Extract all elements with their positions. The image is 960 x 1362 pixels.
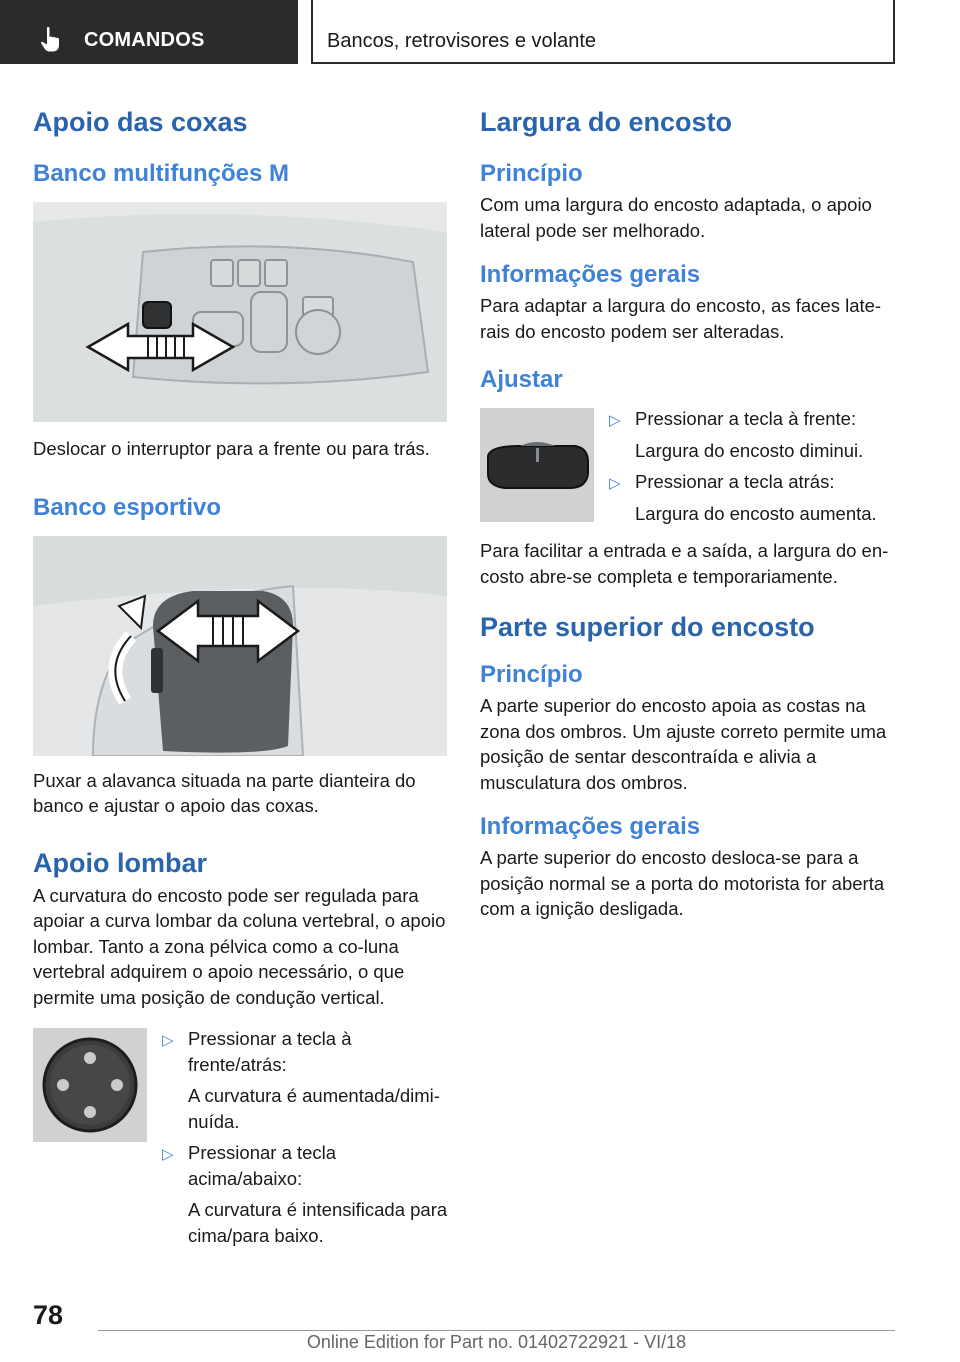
heading-lumbar-support: Apoio lombar xyxy=(33,847,207,878)
heading-general-info-2: Informações gerais xyxy=(480,813,701,840)
step-result: A curvatura é intensificada para cima/para baixo. xyxy=(188,1199,448,1246)
right-column xyxy=(480,100,898,922)
general-info-2-text: A parte superior do encosto desloca-se para a posição normal se a porta do motorista for aberta com a ignição desligada. xyxy=(480,847,885,919)
step-instruction: Pressionar a tecla à frente: xyxy=(635,408,857,429)
heading-upper-backrest: Parte superior do encosto xyxy=(480,612,815,642)
width-step-1 xyxy=(609,406,898,463)
left-column xyxy=(33,100,447,1256)
lumbar-support-text: A curvatura do encosto pode ser regulada para apoiar a curva lombar da coluna vertebral, o apoio lombar. Tanto a zona pélvica como a co-luna vertebral adquirem o apoio necessário, o que permite uma posição de condução vertical. xyxy=(33,884,446,1008)
step-instruction: Pressionar a tecla acima/abaixo: xyxy=(188,1142,337,1189)
heading-multifunction-seat: Banco multifunções M xyxy=(33,160,290,187)
width-steps xyxy=(480,406,898,524)
step-result: A curvatura é aumentada/dimi-nuída. xyxy=(188,1085,440,1132)
page-number: 78 xyxy=(33,1300,64,1330)
step-instruction: Pressionar a tecla à frente/atrás: xyxy=(188,1028,352,1075)
heading-thigh-support: Apoio das coxas xyxy=(33,107,248,137)
step-triangle-icon: ▷ xyxy=(162,1032,174,1049)
lumbar-step-1 xyxy=(162,1026,449,1134)
sport-seat-lever-image xyxy=(33,536,447,756)
width-step-list xyxy=(609,406,898,526)
hand-pointer-icon xyxy=(40,26,62,52)
heading-principle-2: Princípio xyxy=(480,661,583,688)
step-triangle-icon: ▷ xyxy=(609,475,621,492)
chapter-tab xyxy=(311,0,895,64)
heading-adjust: Ajustar xyxy=(480,366,563,393)
width-step-2 xyxy=(609,469,898,526)
chapter-title: Bancos, retrovisores e volante xyxy=(327,30,597,52)
general-info-text: Para adaptar a largura do encosto, as faces late-rais do encosto podem ser alteradas. xyxy=(480,295,882,342)
heading-principle: Princípio xyxy=(480,160,583,187)
heading-general-info: Informações gerais xyxy=(480,261,701,288)
step-result: Largura do encosto diminui. xyxy=(635,439,864,461)
lumbar-steps xyxy=(33,1026,447,1256)
step-triangle-icon: ▷ xyxy=(162,1146,174,1163)
step-triangle-icon: ▷ xyxy=(609,412,621,429)
principle-2-text: A parte superior do encosto apoia as costas na zona dos ombros. Um ajuste correto permite uma posição de sentar descontraída e alivia a musculatura dos ombros. xyxy=(480,695,887,793)
heading-sport-seat: Banco esportivo xyxy=(33,493,222,521)
section-title: COMANDOS xyxy=(84,29,205,51)
lumbar-switch-image xyxy=(33,1028,147,1142)
multifunction-seat-switch-image xyxy=(33,202,447,422)
step-result: Largura do encosto aumenta. xyxy=(635,502,877,524)
adjust-text: Para facilitar a entrada e a saída, a largura do en-costo abre-se completa e temporariamente. xyxy=(480,540,889,587)
width-switch-image xyxy=(480,408,594,522)
step-instruction: Pressionar a tecla atrás: xyxy=(635,471,835,492)
lumbar-step-list xyxy=(162,1026,449,1248)
footer-divider xyxy=(98,1330,895,1331)
lumbar-step-2 xyxy=(162,1140,449,1248)
sport-seat-text: Puxar a alavanca situada na parte dianteira do banco e ajustar o apoio das coxas. xyxy=(33,769,416,816)
multifunction-seat-text: Deslocar o interruptor para a frente ou para trás. xyxy=(33,438,430,459)
heading-backrest-width: Largura do encosto xyxy=(480,107,733,137)
principle-text: Com uma largura do encosto adaptada, o apoio lateral pode ser melhorado. xyxy=(480,194,872,241)
edition-footer: Online Edition for Part no. 01402722921 - VI/18 xyxy=(306,1332,687,1352)
section-tab xyxy=(0,0,298,64)
